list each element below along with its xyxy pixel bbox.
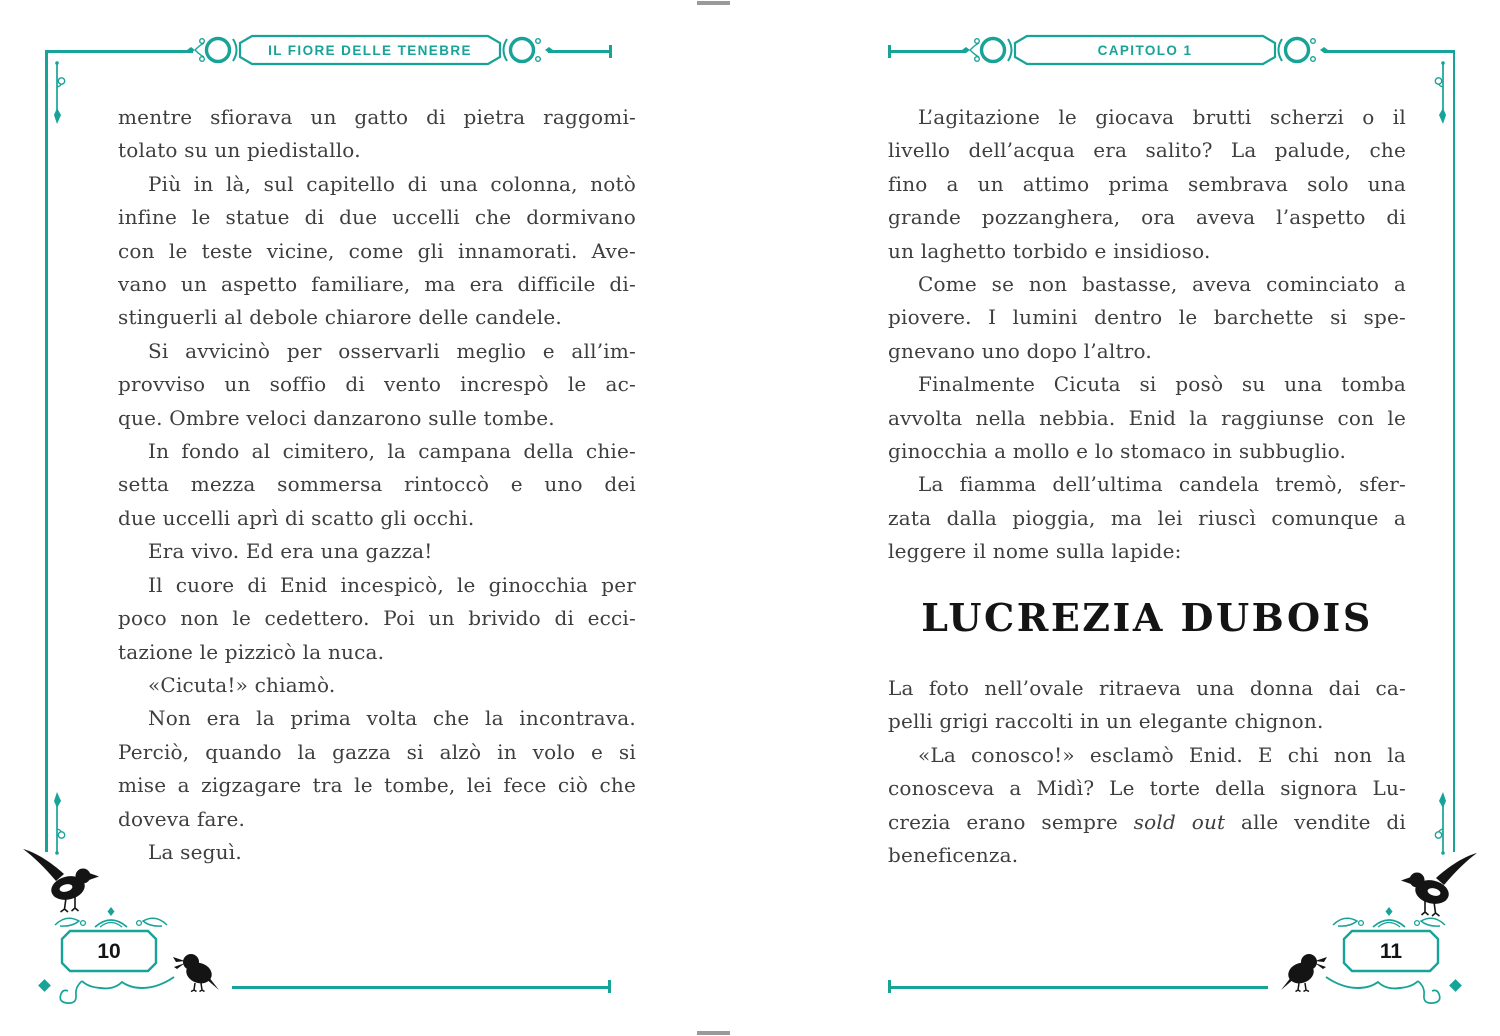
ring-ornament-icon xyxy=(511,39,534,62)
book-title: IL FIORE DELLE TENEBRE xyxy=(268,43,472,58)
text-line: La seguì. xyxy=(148,839,242,864)
text-line: «La conosco!» esclamò Enid. E chi non la xyxy=(918,742,1406,767)
text-line: «Cicuta!» chiamò. xyxy=(148,672,336,697)
text-line: avvolta nella nebbia. Enid la raggiunse con le xyxy=(888,405,1406,430)
text-line: setta mezza sommersa rintoccò e uno dei xyxy=(118,472,636,497)
text-line: Il cuore di Enid incespicò, le ginocchia per xyxy=(148,572,636,597)
border-end-tick xyxy=(608,980,611,993)
text-line: La foto nell’ovale ritraeva una donna dai ca- xyxy=(888,676,1406,700)
text-line: L’agitazione le giocava brutti scherzi o il xyxy=(918,105,1406,129)
text-line: grande pozzanghera, ora aveva l’aspetto di xyxy=(888,205,1406,230)
text-line: Finalmente Cicuta si posò su una tomba xyxy=(918,372,1406,397)
swirl-flourish-icon xyxy=(54,972,176,1008)
page-number: 10 xyxy=(97,940,121,963)
text-line: La fiamma dell’ultima candela tremò, sfer- xyxy=(918,472,1406,497)
text-line: tazione le pizzicò la nuca. xyxy=(118,639,385,664)
text-line: poco non le cedettero. Poi un brivido di ecci- xyxy=(118,606,636,631)
text-line: stinguerli al debole chiarore delle candele. xyxy=(118,305,562,330)
spine-mark-top xyxy=(697,1,730,5)
text-line: mise a zigzagare tra le tombe, lei fece ciò che xyxy=(118,773,636,798)
border-end-tick xyxy=(888,980,891,993)
text-line: due uccelli aprì di scatto gli occhi. xyxy=(118,505,475,530)
page-border-line xyxy=(890,986,1268,989)
spine-mark-bottom xyxy=(697,1031,730,1035)
text-line: con le teste vicine, come gli innamorati. Ave- xyxy=(118,238,636,263)
text-line: Era vivo. Ed era una gazza! xyxy=(148,539,433,564)
text-line: In fondo al cimitero, la campana della chie- xyxy=(148,439,636,464)
text-line: beneficenza. xyxy=(888,843,1019,868)
text-line: piovere. I lumini dentro le barchette si spe- xyxy=(888,305,1406,330)
page-text xyxy=(888,672,1406,872)
text-line: ginocchia a mollo e lo stomaco in subbuglio. xyxy=(888,439,1347,464)
page-text xyxy=(888,101,1406,569)
vine-ornament-icon xyxy=(1434,786,1450,856)
border-end-tick xyxy=(609,45,612,58)
swirl-flourish-icon xyxy=(1324,972,1446,1008)
text-line: vano un aspetto familiare, ma era difficile di- xyxy=(118,272,636,297)
text-line: tolato su un piedistallo. xyxy=(118,138,361,163)
page-border-line xyxy=(45,50,48,852)
text-line: un laghetto torbido e insidioso. xyxy=(888,238,1211,263)
text-line: gnevano uno dopo l’altro. xyxy=(888,338,1152,363)
ring-ornament-icon xyxy=(982,39,1005,62)
vine-ornament-icon xyxy=(50,60,66,130)
vine-ornament-icon xyxy=(1434,60,1450,130)
crow-icon xyxy=(172,946,220,992)
text-line: Si avvicinò per osservarli meglio e all’im- xyxy=(148,338,636,363)
ring-ornament-icon xyxy=(207,39,230,62)
page-text xyxy=(118,101,636,869)
text-line: fino a un attimo prima sembrava solo una xyxy=(888,171,1406,196)
gravestone-name-heading: LUCREZIA DUBOIS xyxy=(921,595,1373,640)
magpie-icon xyxy=(20,846,100,914)
ring-ornament-icon xyxy=(1286,39,1309,62)
text-line: que. Ombre veloci danzarono sulle tombe. xyxy=(118,405,555,430)
text-line: doveva fare. xyxy=(118,806,246,831)
diamond-icon xyxy=(38,979,51,992)
text-line: provviso un soffio di vento increspò le ac- xyxy=(118,372,636,397)
page-number: 11 xyxy=(1379,940,1403,963)
crow-icon xyxy=(1280,946,1328,992)
text-line: Perciò, quando la gazza si alzò in volo e si xyxy=(118,739,636,764)
text-line: leggere il nome sulla lapide: xyxy=(888,539,1182,564)
text-line: mentre sfiorava un gatto di pietra raggomi- xyxy=(118,105,636,129)
text-line: livello dell’acqua era salito? La palude, che xyxy=(888,138,1406,163)
book-title-banner xyxy=(160,18,580,82)
text-line: Come se non bastasse, aveva cominciato a xyxy=(918,272,1406,297)
diamond-icon xyxy=(1449,979,1462,992)
page-border-line xyxy=(1453,50,1456,852)
text-line: Non era la prima volta che la incontrava. xyxy=(148,706,636,731)
chapter-banner xyxy=(935,18,1355,82)
text-line: conosceva a Midì? Le torte della signora Lu- xyxy=(888,776,1406,801)
text-line: zata dalla pioggia, ma lei riuscì comunque a xyxy=(888,505,1406,530)
text-line: infine le statue di due uccelli che dormivano xyxy=(118,205,636,230)
page-border-line xyxy=(232,986,610,989)
text-line: pelli grigi raccolti in un elegante chignon. xyxy=(888,709,1324,734)
text-line: Più in là, sul capitello di una colonna, notò xyxy=(148,171,636,196)
text-line: crezia erano sempre sold out alle vendite di xyxy=(888,809,1406,834)
chapter-title: CAPITOLO 1 xyxy=(1097,43,1193,58)
